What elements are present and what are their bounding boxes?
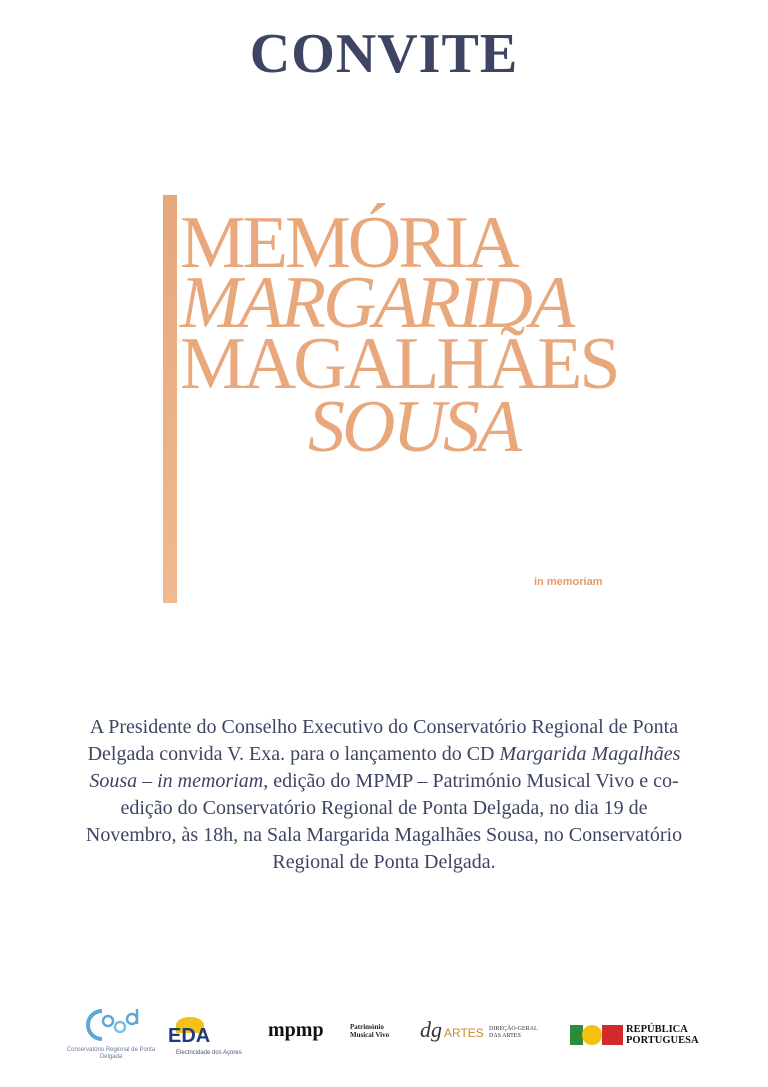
in-memoriam-tag: in memoriam bbox=[534, 576, 603, 588]
mpmp-caption: Património Musical Vivo bbox=[350, 1023, 390, 1039]
cover-accent-bar bbox=[163, 195, 177, 603]
republica-line-2: PORTUGUESA bbox=[626, 1035, 699, 1046]
republica-line-1: REPÚBLICA bbox=[626, 1024, 688, 1035]
mpmp-word: mpmp bbox=[268, 1019, 324, 1041]
crpd-logo bbox=[66, 1005, 156, 1065]
eda-logo bbox=[162, 1013, 252, 1063]
mpmp-logo bbox=[268, 1019, 398, 1049]
crpd-caption: Conservatório Regional de Ponta Delgada bbox=[66, 1047, 156, 1060]
dgartes-artes: ARTES bbox=[444, 1026, 484, 1040]
invitation-part-2: , edição do MPMP – Património Musical Vivo e co-edição do Conservatório Regional de Ponta Delgada, no dia 19 de Novembro, às 18h, na Sala Margarida Magalhães Sousa, no Conservatório Regional de Ponta Delgada. bbox=[85, 770, 683, 873]
invitation-text bbox=[84, 714, 684, 876]
cover-title-line-3: MAGALHÃES bbox=[180, 323, 618, 405]
cover-title-line-4: SOUSA bbox=[308, 386, 520, 468]
flag-sphere-icon bbox=[582, 1025, 602, 1045]
dgartes-dg: dg bbox=[420, 1017, 442, 1042]
page-title: CONVITE bbox=[249, 23, 519, 85]
cover-title-line-2: MARGARIDA bbox=[180, 262, 573, 344]
republica-text bbox=[626, 1024, 716, 1046]
sponsor-logos bbox=[0, 1005, 768, 1075]
crpd-mark-icon bbox=[80, 1005, 142, 1045]
invitation-part-1: A Presidente do Conselho Executivo do Conservatório Regional de Ponta Delgada convida V. Exa. para o lançamento do CD bbox=[87, 716, 679, 765]
eda-word: EDA bbox=[168, 1025, 211, 1047]
republica-portuguesa-logo bbox=[570, 1023, 710, 1049]
dgartes-logo bbox=[420, 1019, 560, 1049]
flag-red-icon bbox=[602, 1025, 623, 1045]
cover-title-line-1: MEMÓRIA bbox=[180, 202, 517, 284]
invitation-cd-title: Margarida Magalhães Sousa – in memoriam bbox=[89, 743, 681, 792]
dgartes-caption: DIREÇÃO-GERAL DAS ARTES bbox=[489, 1026, 538, 1039]
eda-caption: Electricidade dos Açores bbox=[176, 1050, 242, 1056]
